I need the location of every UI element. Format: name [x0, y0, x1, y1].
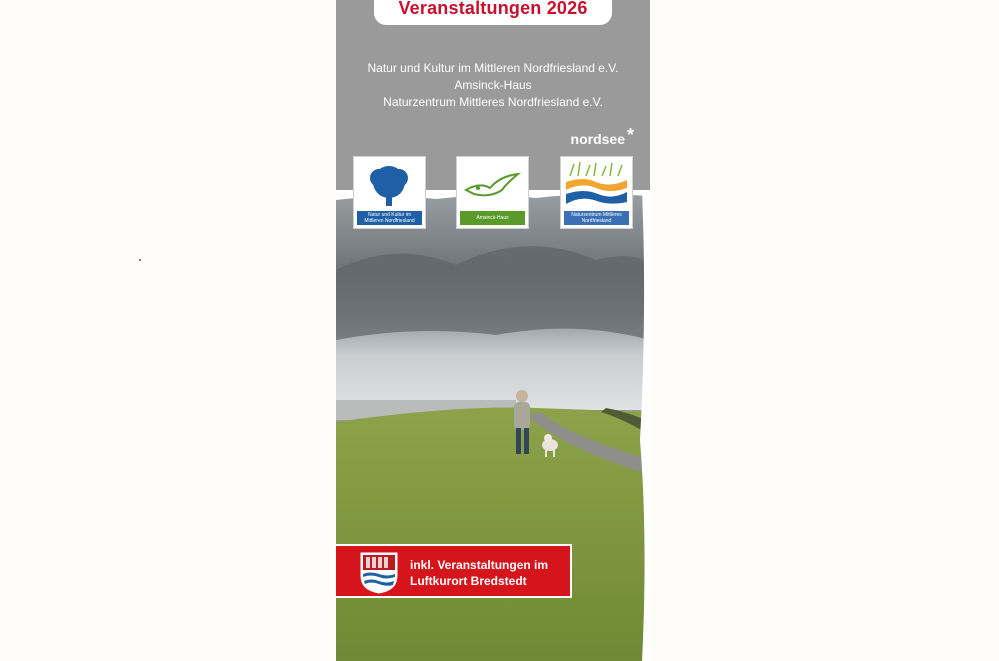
brand-name: nordsee	[570, 131, 625, 147]
flyer-cover	[336, 0, 650, 661]
logo-label-line: Naturzentrum Mittleres Nordfriesland	[571, 212, 622, 224]
organization-line: Naturzentrum Mittleres Nordfriesland e.V.	[383, 95, 603, 109]
tree-icon	[357, 160, 422, 210]
stray-dot	[139, 259, 141, 261]
organization-line: Amsinck-Haus	[454, 78, 532, 92]
logo-label	[357, 211, 422, 225]
badge-text	[410, 557, 548, 589]
logo-label-line: Mittleren Nordfriesland	[364, 218, 415, 224]
organization-line: Natur und Kultur im Mittleren Nordfriesland e.V.	[367, 61, 619, 75]
landscape-icon	[564, 160, 629, 210]
logo-label	[460, 211, 525, 225]
brand-star: *	[626, 125, 634, 145]
coat-of-arms-icon	[360, 552, 398, 594]
cloud-mass	[336, 246, 650, 340]
title-banner	[374, 0, 612, 25]
page-title: Veranstaltungen 2026	[398, 0, 588, 18]
logo-label-line: Natur und Kultur im	[367, 212, 412, 218]
bredstedt-badge	[336, 544, 572, 598]
logo-label	[564, 211, 629, 225]
partner-logos	[353, 156, 633, 231]
logo-naturzentrum	[560, 156, 633, 229]
logo-label-line: Amsinck-Haus	[476, 215, 509, 221]
badge-line2: Luftkurort Bredstedt	[410, 574, 527, 588]
badge-line1: inkl. Veranstaltungen im	[410, 558, 549, 572]
nordsee-brand	[571, 125, 634, 147]
bird-icon	[460, 160, 525, 210]
logo-natur-und-kultur	[353, 156, 426, 229]
logo-amsinck-haus	[456, 156, 529, 229]
organization-list	[336, 60, 650, 111]
